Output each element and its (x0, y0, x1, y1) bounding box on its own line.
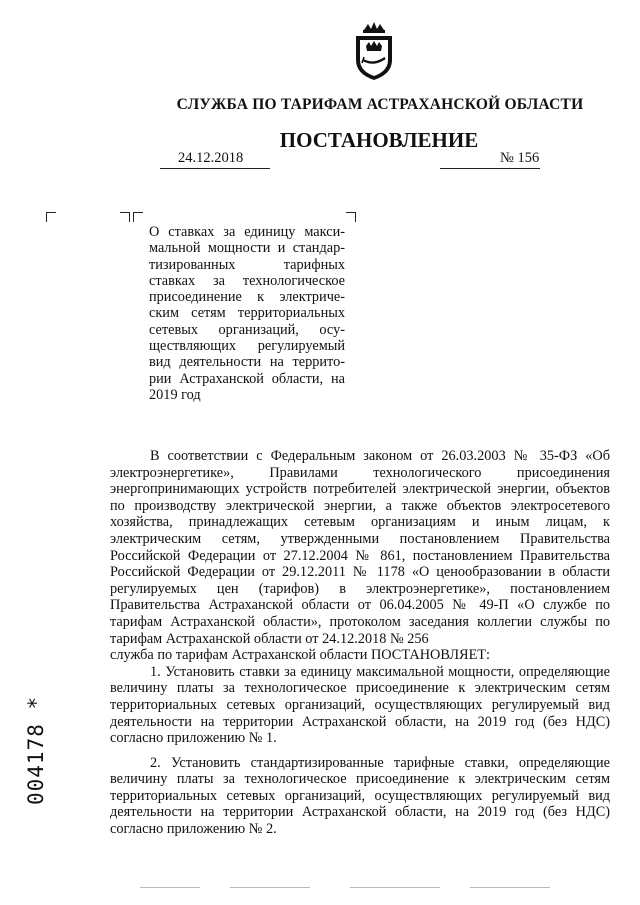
serial-number: 004178 * (24, 695, 48, 805)
corner-mark (120, 212, 130, 222)
subject-line: ставках за технологическое (149, 272, 345, 289)
subject-line: сетевых организаций, осу- (149, 321, 345, 338)
preamble-paragraph: В соответствии с Федеральным законом от 26.03.2003 № 35-ФЗ «Об электроэнергетике», Правилами технологического присоединения энергопринимающих устройств потребителей электрической энергии, объектов по производству электрической энергии, а также объектов электросетевого хозяйства, принадлежащих сетевым организациям и иным лицам, к электрическим сетям, утвержденными постановлением Правительства Российской Федерации от 27.12.2004 № 861, постановлением Правительства Российской Федерации от 29.12.2011 № 1178 «О ценообразовании в области регулируемых цен (тарифов) в электроэнергетике», постановлением Правительства Астраханской области от 06.04.2005 № 49-П «О службе по тарифам Астраханской области», протоколом заседания коллегии службы по тарифам Астраханской области от 24.12.2018 № 256 (110, 448, 610, 647)
subject-line: присоединение к электриче- (149, 289, 345, 306)
document-number: № 156 (500, 150, 540, 166)
subject-line: ществляющих регулируемый (149, 338, 345, 355)
date-underline (160, 168, 270, 169)
corner-mark (133, 212, 143, 222)
subject-block (149, 224, 345, 403)
document-date: 24.12.2018 (178, 150, 244, 166)
organization-name: СЛУЖБА ПО ТАРИФАМ АСТРАХАНСКОЙ ОБЛАСТИ (176, 96, 584, 113)
item-1-paragraph: 1. Установить ставки за единицу максимальной мощности, определяющие величину платы за технологическое присоединение к электрическим сетям территориальных сетевых организаций, осуществляющих регулируемый вид деятельности на территории Астраханской области, на 2019 год (без НДС) согласно приложению № 1. (110, 663, 610, 747)
number-underline (440, 168, 540, 169)
coat-of-arms-emblem (350, 20, 398, 82)
subject-line: О ставках за единицу макси- (149, 224, 345, 240)
corner-mark (346, 212, 356, 222)
subject-line: рии Астраханской области, на (149, 370, 345, 387)
item-2-paragraph: 2. Установить стандартизированные тарифные ставки, определяющие величину платы за технологическое присоединение к электрическим сетям территориальных сетевых организаций, осуществляющих регулируемый вид деятельности на территории Астраханской области, на 2019 год (без НДС) согласно приложению № 2. (110, 754, 610, 838)
subject-line: мальной мощности и стандар- (149, 240, 345, 257)
corner-mark (46, 212, 56, 222)
document-type-title: ПОСТАНОВЛЕНИЕ (279, 128, 479, 152)
scan-artifact (140, 886, 560, 889)
subject-line: вид деятельности на террито- (149, 354, 345, 371)
document-body (110, 448, 610, 838)
subject-line: ским сетям территориальных (149, 305, 345, 322)
resolves-line: служба по тарифам Астраханской области ПОСТАНОВЛЯЕТ: (110, 647, 491, 664)
subject-line: 2019 год (149, 386, 201, 403)
subject-line: тизированных тарифных (149, 256, 345, 273)
